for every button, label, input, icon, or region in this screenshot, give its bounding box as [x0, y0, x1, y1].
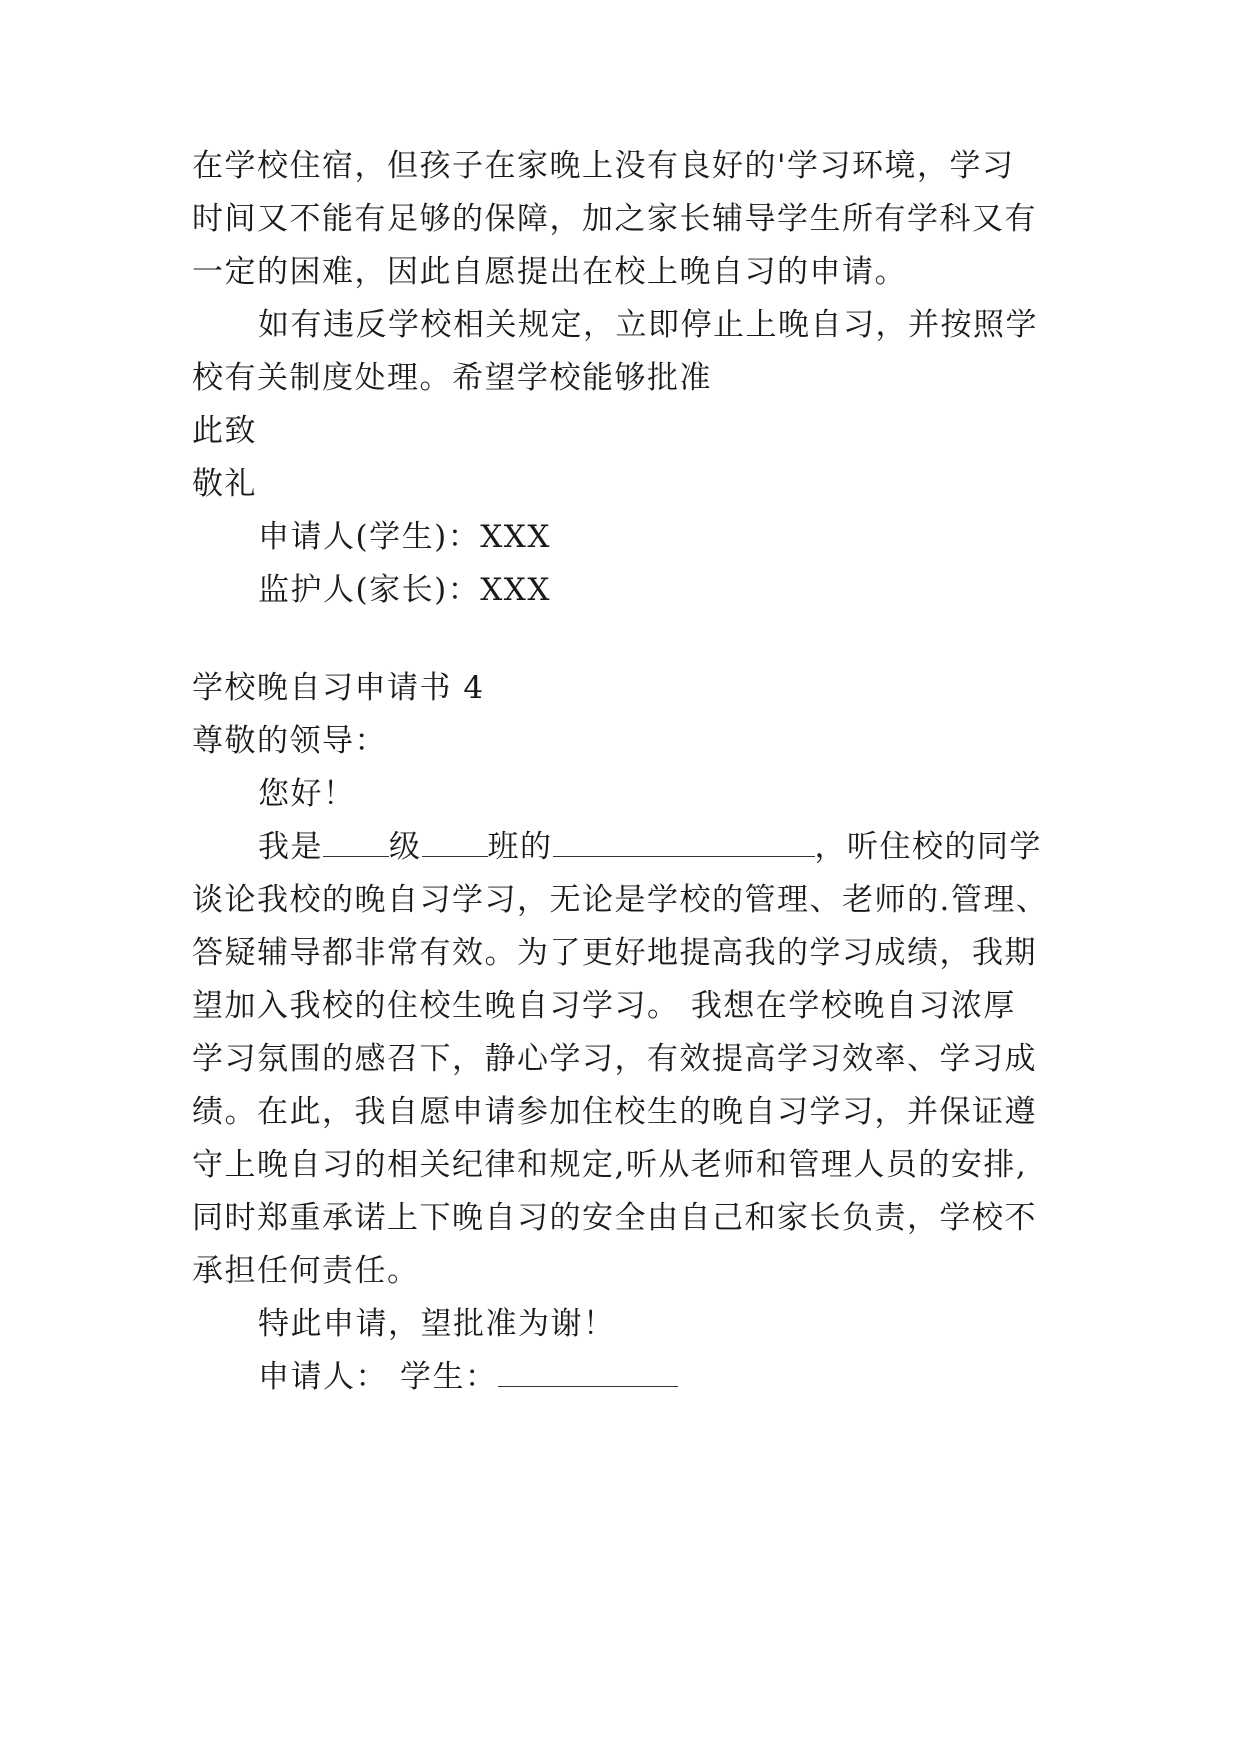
body-line: 谈论我校的晚自习学习，无论是学校的管理、老师的.管理、	[192, 882, 1049, 918]
body-line: 一定的困难，因此自愿提出在校上晚自习的申请。	[192, 254, 907, 290]
signature-label: 申请人：	[258, 1359, 388, 1395]
applicant-line: 申请人(学生)：XXX	[258, 519, 551, 555]
intro-text: 班的	[487, 829, 553, 865]
signature-label: 学生：	[400, 1359, 498, 1395]
closing-line: 此致	[192, 413, 257, 449]
body-line: 时间又不能有足够的保障，加之家长辅导学生所有学科又有	[192, 201, 1037, 237]
student-name-blank	[498, 1358, 678, 1387]
closing-line: 敬礼	[192, 466, 257, 502]
class-blank	[422, 828, 488, 857]
body-line: 承担任何责任。	[192, 1253, 420, 1289]
body-line: 守上晚自习的相关纪律和规定,听从老师和管理人员的安排,	[192, 1147, 1028, 1183]
body-line: 校有关制度处理。希望学校能够批准	[192, 360, 712, 396]
greeting: 您好！	[258, 776, 356, 812]
body-line: 同时郑重承诺上下晚自习的安全由自己和家长负责，学校不	[192, 1200, 1037, 1236]
salutation: 尊敬的领导：	[192, 723, 387, 759]
body-line: 答疑辅导都非常有效。为了更好地提高我的学习成绩，我期	[192, 935, 1037, 971]
intro-text: 级	[389, 829, 422, 865]
body-line: 绩。在此，我自愿申请参加住校生的晚自习学习，并保证遵	[192, 1094, 1037, 1130]
intro-line	[258, 827, 1138, 867]
name-blank	[553, 828, 815, 857]
request-line: 特此申请，望批准为谢！	[258, 1306, 616, 1342]
body-line: 如有违反学校相关规定，立即停止上晚自习，并按照学	[258, 307, 1038, 343]
body-line: 在学校住宿，但孩子在家晚上没有良好的'学习环境，学习	[192, 148, 1015, 184]
intro-text: 我是	[258, 829, 323, 865]
body-line: 学习氛围的感召下，静心学习，有效提高学习效率、学习成	[192, 1041, 1037, 1077]
signature-line	[258, 1357, 1138, 1397]
intro-text: ，听住校的同学	[814, 829, 1042, 865]
guardian-line: 监护人(家长)：XXX	[258, 572, 551, 608]
grade-blank	[323, 828, 389, 857]
body-line: 望加入我校的住校生晚自习学习。 我想在学校晚自习浓厚	[192, 988, 1016, 1024]
section-title: 学校晚自习申请书 4	[192, 670, 485, 706]
